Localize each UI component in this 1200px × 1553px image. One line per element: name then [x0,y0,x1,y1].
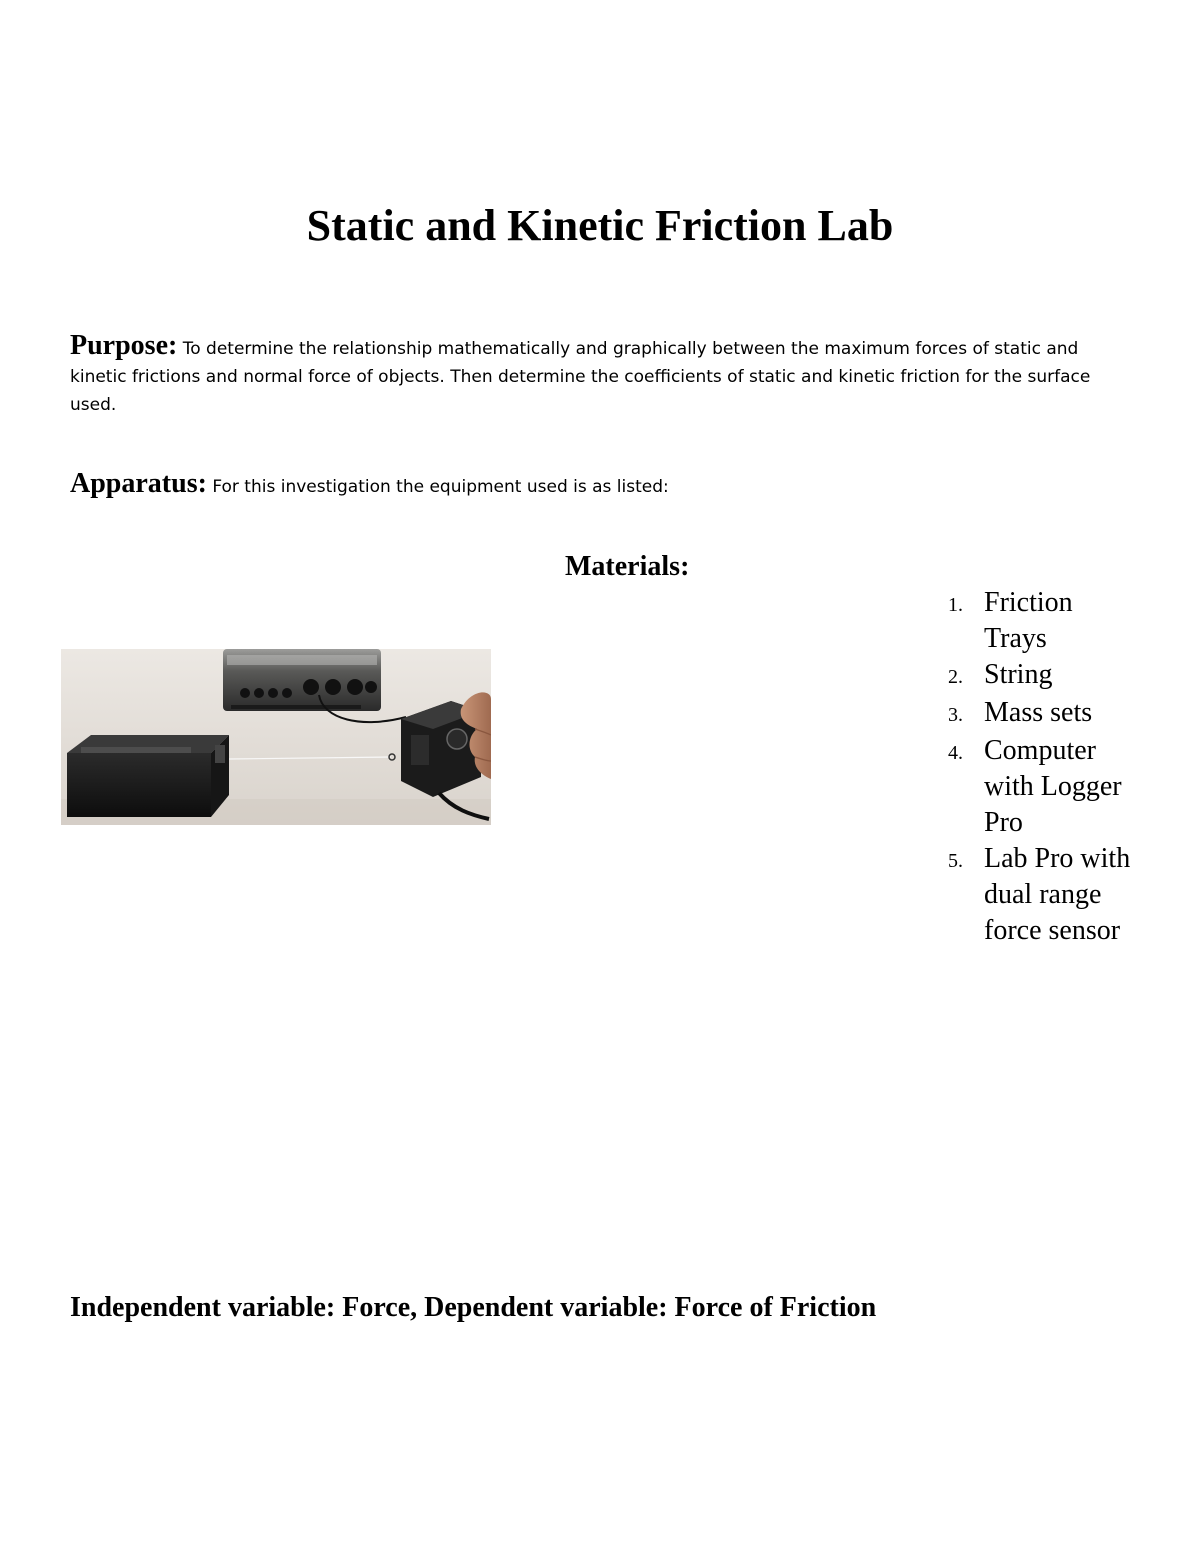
list-item-number: 5. [948,850,963,872]
list-item-number: 3. [948,704,963,726]
purpose-text: To determine the relationship mathematically and graphically between the maximum forces of static and kinetic frictions and normal force of objects. Then determine the coefficients of static and kinetic friction for the surface used. [70,339,1091,415]
apparatus-paragraph [70,466,1140,505]
page-title: Static and Kinetic Friction Lab [306,201,894,250]
list-item [948,695,1148,733]
list-item-label: Lab Pro with dual range force sensor [984,843,1131,946]
list-item-label: Friction Trays [984,587,1073,654]
variables-statement: Independent variable: Force, Dependent variable: Force of Friction [70,1292,877,1323]
list-item-number: 1. [948,594,963,616]
friction-tray [67,735,229,817]
list-item-label: Mass sets [984,697,1093,728]
apparatus-text: For this investigation the equipment used is as listed: [212,477,669,497]
list-item [948,841,1148,949]
list-item [948,657,1148,695]
list-item-number: 2. [948,666,963,688]
list-item-number: 4. [948,742,963,764]
list-item [948,585,1148,657]
materials-list [948,585,1148,949]
list-item-label: String [984,659,1053,690]
purpose-label: Purpose: [70,330,178,361]
apparatus-photo [61,649,491,825]
apparatus-label: Apparatus: [70,468,207,499]
list-item-label: Computer with Logger Pro [984,735,1122,838]
materials-heading: Materials: [565,551,690,582]
list-item [948,733,1148,841]
purpose-paragraph [70,332,1140,419]
labpro-interface [223,649,381,711]
